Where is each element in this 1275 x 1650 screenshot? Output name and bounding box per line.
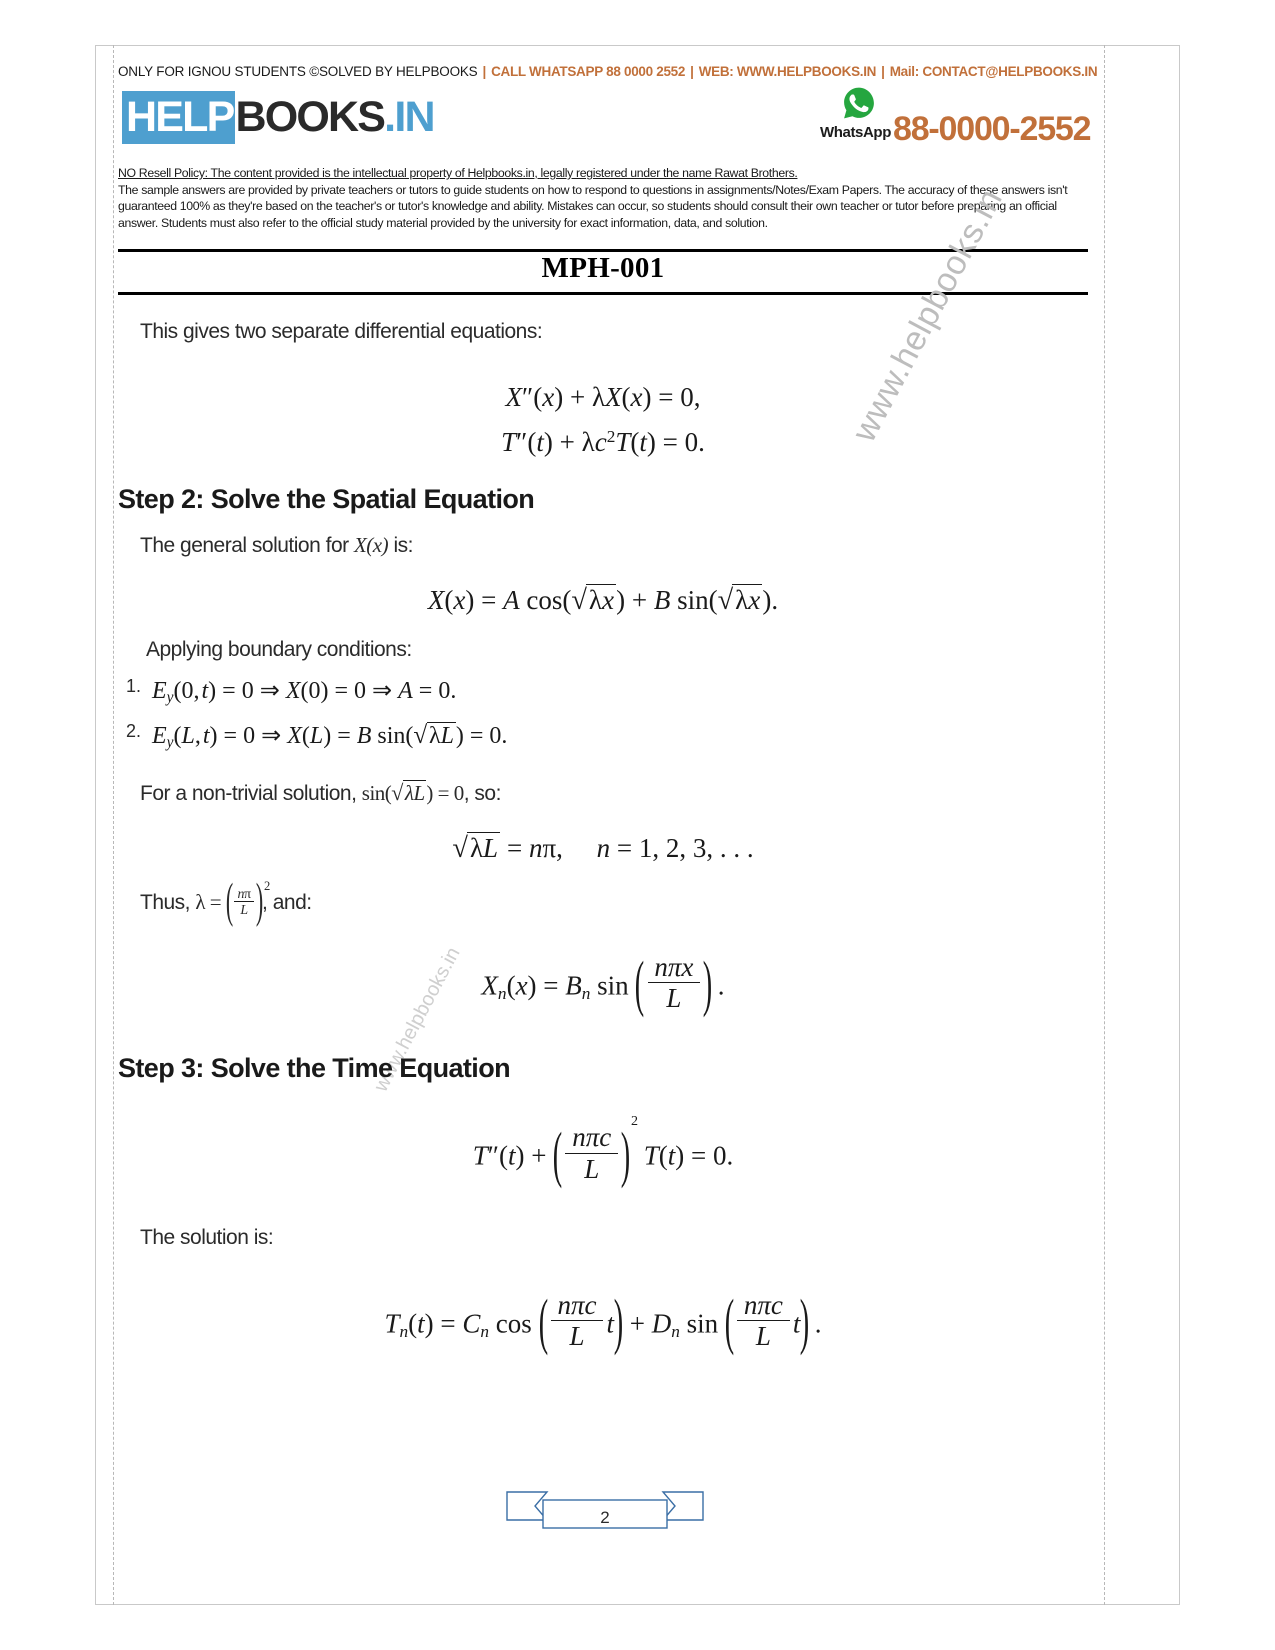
equation-eigenfunction-xn: $X_n(x) = B_n$ sin ( $\frac{\text{nπx}}{L}$ ) . <box>481 949 725 1019</box>
step2-lead-paragraph <box>118 533 1088 558</box>
helpbooks-logo[interactable] <box>122 93 434 141</box>
document-course-code: MPH-001 <box>541 252 665 284</box>
page-inner-rule-right <box>1104 45 1105 1605</box>
equation-time-ode-eigen: T″(t) + ( $\frac{\text{nπc}}{L}$ ) 2 T(t) = 0. <box>472 1112 734 1189</box>
step2-lead-after: is: <box>388 534 413 557</box>
tagline-call-whatsapp[interactable]: CALL WHATSAPP 88 0000 2552 <box>491 64 686 79</box>
heading-step-2: Step 2: Solve the Spatial Equation <box>118 484 535 514</box>
equation-time-solution-tn: $T_n(t) = C_n$ cos ( $\frac{\text{nπc}}{L}$ $t) + D_n$ sin ( $\frac{\text{nπc}}{L}$ t) . <box>384 1287 822 1357</box>
equation-eigenvalue-condition: √ λL = nπ, n = 1, 2, 3, . . . <box>452 832 754 864</box>
bc-2-number: 2. <box>126 720 142 741</box>
boundary-condition-item-1: 1. $E_y(0$, t) = 0 ⇒ X(0) = 0 ⇒ A = 0. <box>126 676 457 706</box>
tagline-separator-2: | <box>690 64 694 79</box>
equation-general-solution-x: X(x) = A cos( √ λx) + B sin( √ λx). <box>427 584 779 616</box>
thus-paragraph <box>118 873 1088 929</box>
tagline-plain-text: ONLY FOR IGNOU STUDENTS ©SOLVED BY HELPBOOKS <box>118 64 478 79</box>
nontrivial-after: , so: <box>463 781 501 805</box>
nontrivial-before: For a non-trivial solution, <box>140 781 362 805</box>
disclaimer-block <box>118 165 1093 231</box>
tagline-separator-1: | <box>482 64 487 79</box>
no-resell-policy-line: NO Resell Policy: The content provided is the intellectual property of Helpbooks.in, legally registered under the name Rawat Brothers. <box>118 166 798 180</box>
equation-spatial-ode: X″(x) + λX(x) = 0, <box>505 382 701 412</box>
logo-part-books: BOOKS <box>235 93 385 141</box>
step2-lead-math: X(x) <box>353 533 389 557</box>
tagline-web-link[interactable]: WEB: WWW.HELPBOOKS.IN <box>698 64 877 79</box>
document-body <box>118 320 1088 1371</box>
bc-1-number: 1. <box>126 676 142 696</box>
nontrivial-paragraph <box>118 780 1088 806</box>
boundary-conditions-list <box>118 676 1088 752</box>
watermark-primary: www.helpbooks.in <box>845 182 1011 448</box>
page-inner-rule-left <box>113 45 114 1605</box>
header-tagline <box>118 64 1098 79</box>
logo-part-help: HELP <box>122 91 235 144</box>
tagline-separator-3: | <box>881 64 885 79</box>
disclaimer-body-text: The sample answers are provided by private teachers or tutors to guide students on how to respond to questions in assignments/Notes/Exam Papers. The accuracy of these answers isn't guaranteed 100% as they're based on the teacher's or tutor's knowledge and ability. Mistakes can occur, so students should consult their own teacher or tutor before preparing an official answer. Students must also refer to the official study material provided by the university for exact information, data, and solution. <box>118 182 1068 230</box>
solution-lead-paragraph: The solution is: <box>140 1225 274 1249</box>
boundary-condition-item-2: 2. $E_y(L$, t) = 0 ⇒ X(L) = B sin( √ λL) = 0. <box>126 720 508 751</box>
logo-part-domain: .IN <box>384 93 434 141</box>
page-number-label: 2 <box>600 1508 610 1527</box>
intro-paragraph: This gives two separate differential equations: <box>140 320 543 343</box>
watermark-secondary: www.helpbooks.in <box>370 943 465 1096</box>
boundary-conditions-lead: Applying boundary conditions: <box>146 638 412 661</box>
whatsapp-icon <box>842 86 876 120</box>
step2-lead-before: The general solution for <box>140 534 354 557</box>
heading-step-3: Step 3: Solve the Time Equation <box>118 1053 510 1084</box>
tagline-mail-link[interactable]: Mail: CONTACT@HELPBOOKS.IN <box>889 64 1098 79</box>
thus-before: Thus, <box>140 890 196 914</box>
thus-math: λ = ( $\frac{n\pi}{L}$ ) 2 <box>195 873 270 929</box>
whatsapp-number[interactable]: 88-0000-2552 <box>893 110 1091 148</box>
thus-after: , and: <box>262 890 312 914</box>
nontrivial-math: sin( √ λL) = 0 <box>361 780 464 806</box>
title-rule-bottom <box>118 292 1088 295</box>
whatsapp-label: WhatsApp <box>820 124 891 141</box>
equation-time-ode: $T''(t) + \lambda c^2T(t) = 0$. <box>501 427 705 457</box>
